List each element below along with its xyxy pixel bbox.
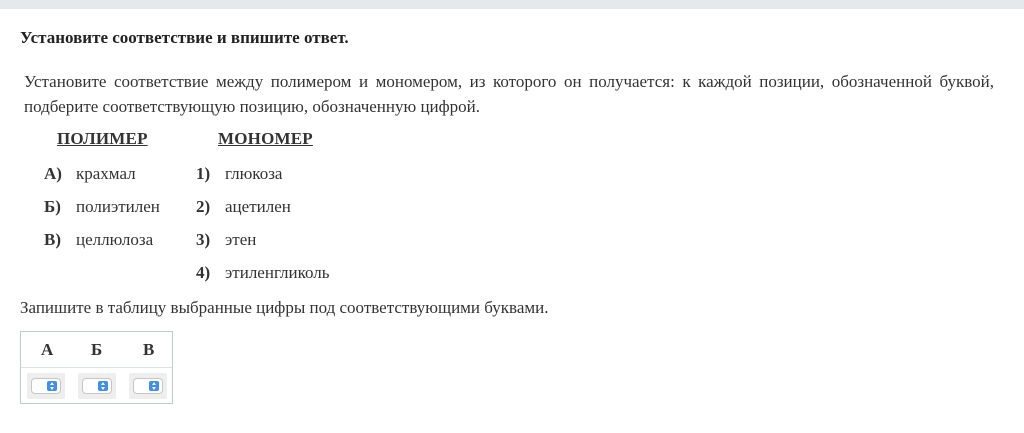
monomer-text: этен bbox=[225, 230, 257, 249]
answer-instruction: Запишите в таблицу выбранные цифры под соответствующими буквами. bbox=[20, 298, 549, 317]
answer-cell-v bbox=[129, 373, 167, 399]
answer-cell-a bbox=[27, 373, 65, 399]
monomer-text: ацетилен bbox=[225, 197, 291, 216]
answer-header-v: В bbox=[143, 340, 155, 359]
answer-header-a: А bbox=[41, 340, 54, 359]
answer-header-b: Б bbox=[91, 340, 103, 359]
answer-select-b[interactable] bbox=[82, 378, 112, 394]
answer-select-v[interactable] bbox=[133, 378, 163, 394]
polymer-text: целлюлоза bbox=[76, 230, 154, 249]
monomer-column-header: МОНОМЕР bbox=[218, 129, 313, 148]
task-text: Установите соответствие между полимером и мономером, из которого он получается: к каждой позиции, обозначенной буквой, подберите соответствующую позицию, обозначенную цифрой. bbox=[24, 72, 994, 116]
monomer-text: этиленгликоль bbox=[225, 263, 330, 282]
select-stepper-icon bbox=[149, 381, 159, 391]
answer-cell-b bbox=[78, 373, 116, 399]
select-stepper-icon bbox=[98, 381, 108, 391]
answer-select-a[interactable] bbox=[31, 378, 61, 394]
monomer-number: 1) bbox=[196, 164, 211, 183]
monomer-number: 4) bbox=[196, 263, 211, 282]
polymer-letter: В) bbox=[44, 230, 61, 249]
monomer-text: глюкоза bbox=[225, 164, 283, 183]
question-heading: Установите соответствие и впишите ответ. bbox=[20, 28, 349, 47]
polymer-column-header: ПОЛИМЕР bbox=[57, 129, 148, 148]
polymer-text: полиэтилен bbox=[76, 197, 160, 216]
top-bar bbox=[0, 0, 1024, 9]
polymer-text: крахмал bbox=[76, 164, 136, 183]
select-stepper-icon bbox=[47, 381, 57, 391]
table-divider bbox=[21, 367, 172, 368]
answer-table bbox=[20, 331, 173, 404]
polymer-letter: Б) bbox=[44, 197, 61, 216]
polymer-letter: А) bbox=[44, 164, 62, 183]
monomer-number: 3) bbox=[196, 230, 211, 249]
monomer-number: 2) bbox=[196, 197, 211, 216]
